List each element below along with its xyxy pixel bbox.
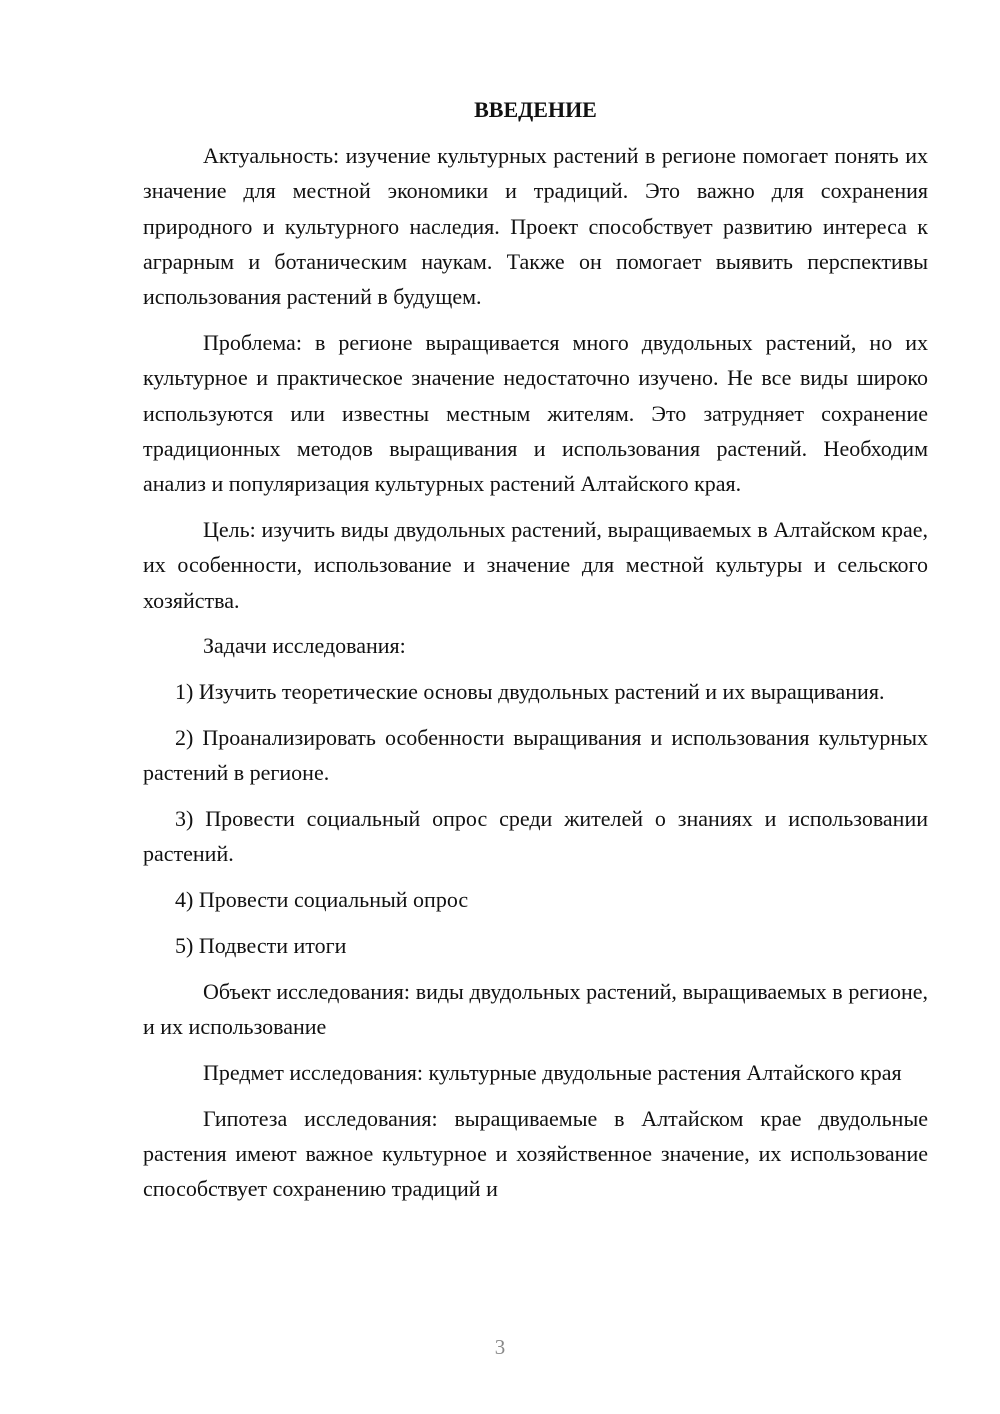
goal-paragraph: Цель: изучить виды двудольных растений, выращиваемых в Алтайском крае, их особенности, использование и значение для местной культуры и сельского хозяйства. bbox=[143, 516, 928, 613]
hypothesis-paragraph: Гипотеза исследования: выращиваемые в Алтайском крае двудольные растения имеют важное культурное и хозяйственное значение, их использование способствует сохранению традиций и bbox=[143, 1105, 928, 1202]
task-item-2: 2) Проанализировать особенности выращивания и использования культурных растений в регионе. bbox=[143, 724, 928, 786]
tasks-heading: Задачи исследования: bbox=[203, 633, 406, 659]
task-item-1: 1) Изучить теоретические основы двудольных растений и их выращивания. bbox=[175, 679, 885, 705]
subject-paragraph: Предмет исследования: культурные двудольные растения Алтайского края bbox=[203, 1059, 902, 1085]
relevance-paragraph: Актуальность: изучение культурных растений в регионе помогает понять их значение для местной экономики и традиций. Это важно для сохранения природного и культурного наследия. Проект способствует развитию интереса к аграрным и ботаническим наукам. Также он помогает выявить перспективы использования растений в будущем. bbox=[143, 143, 928, 310]
page-title: ВВЕДЕНИЕ bbox=[474, 97, 597, 122]
page-number: 3 bbox=[494, 1335, 506, 1359]
document-page bbox=[143, 92, 928, 1217]
task-item-3: 3) Провести социальный опрос среди жителей о знаниях и использовании растений. bbox=[143, 806, 928, 867]
object-paragraph: Объект исследования: виды двудольных растений, выращиваемых в регионе, и их использование bbox=[143, 978, 928, 1040]
problem-paragraph: Проблема: в регионе выращивается много двудольных растений, но их культурное и практическое значение недостаточно изучено. Не все виды широко используются или известны местным жителям. Это затрудняет сохранение традиционных методов выращивания и использования растений. Необходим анализ и популяризация культурных растений Алтайского края. bbox=[143, 329, 928, 497]
task-item-5: 5) Подвести итоги bbox=[175, 932, 347, 958]
task-item-4: 4) Провести социальный опрос bbox=[175, 887, 469, 913]
